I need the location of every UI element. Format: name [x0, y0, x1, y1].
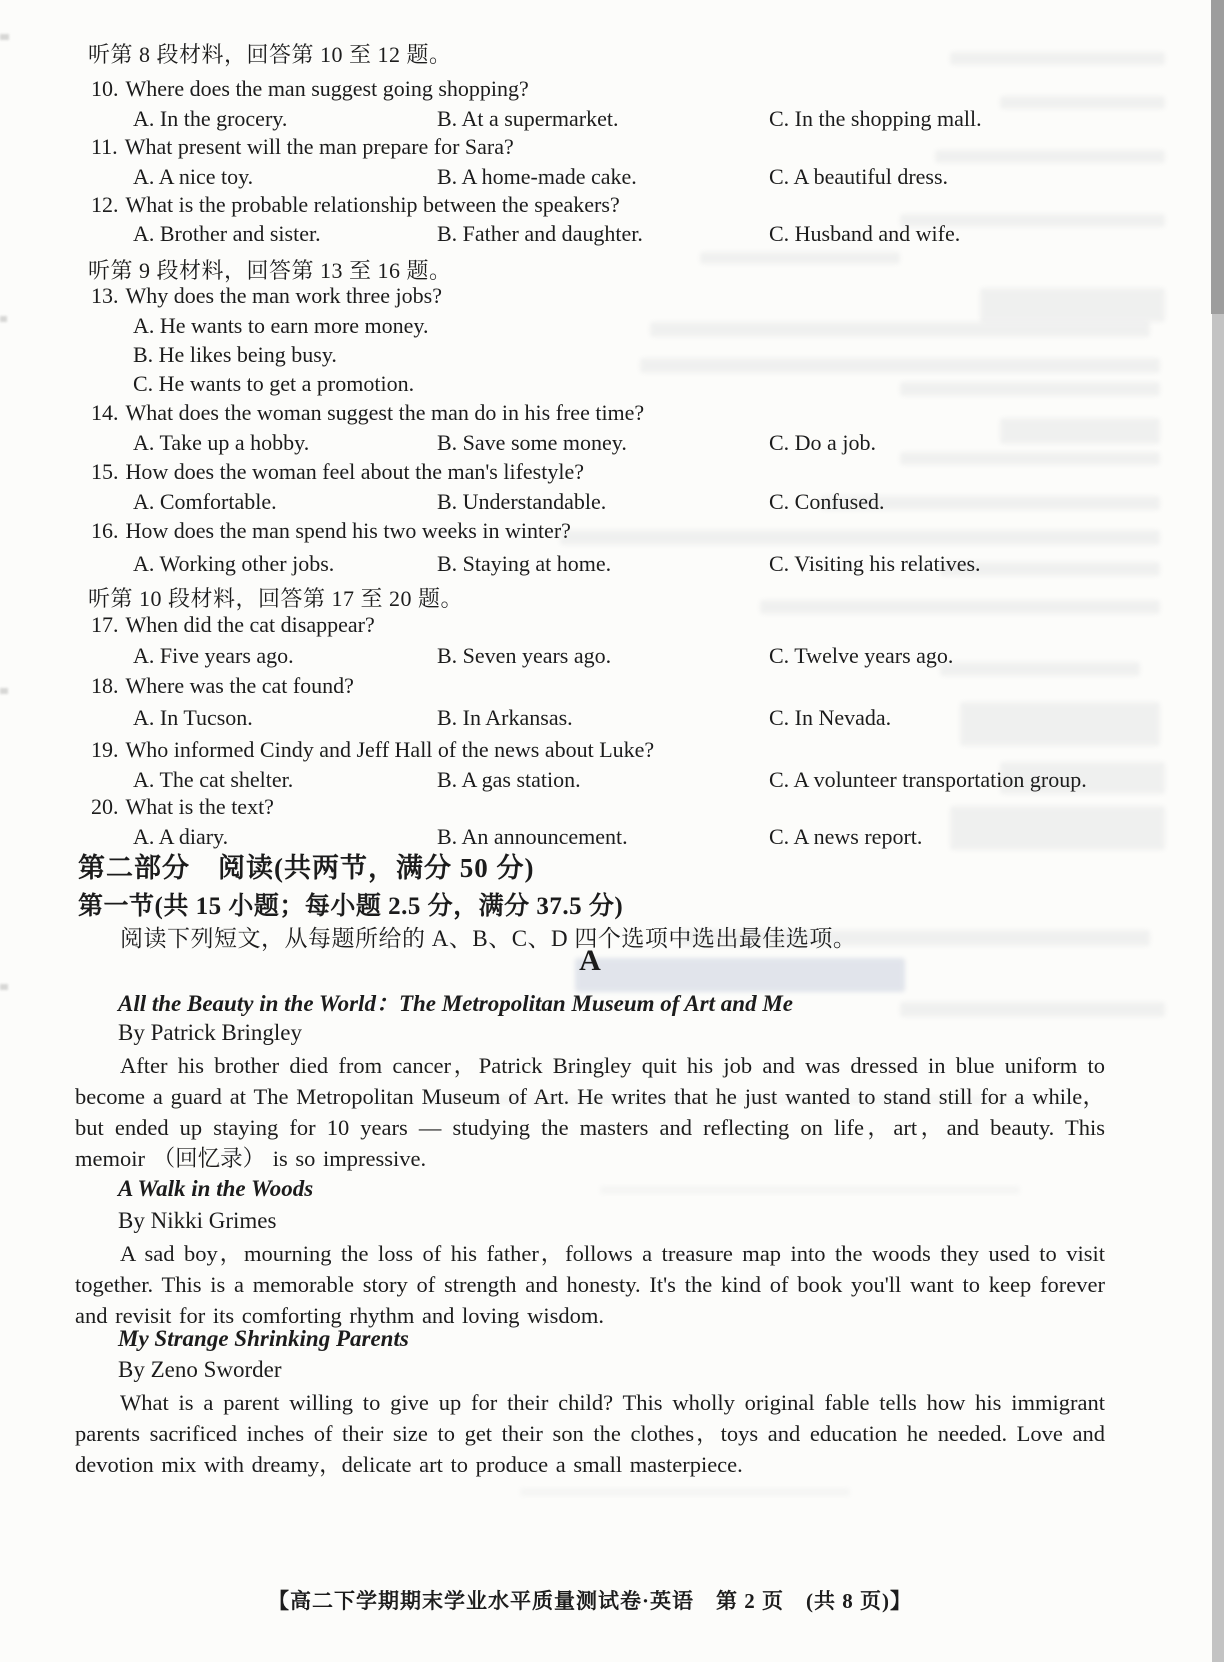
option-15-a: A. Comfortable.: [133, 489, 277, 514]
options-10: [0, 106, 1224, 136]
question-13-text: Why does the man work three jobs?: [125, 283, 442, 308]
book-3-title: My Strange Shrinking Parents: [118, 1326, 409, 1351]
option-19-c: C. A volunteer transportation group.: [769, 767, 1087, 792]
options-14: [0, 430, 1224, 460]
scan-edge-strip-dark: [1211, 0, 1224, 314]
question-10-text: Where does the man suggest going shopping?: [125, 76, 529, 101]
book-2-description: A sad boy，mourning the loss of his father，follows a treasure map into the woods they used to visit together. This is a memorable story of strength and honesty. It's the kind of book you'll want to keep forever and revisit for its comforting rhythm and loving wisdom.: [75, 1241, 1105, 1328]
option-15-c: C. Confused.: [769, 489, 885, 514]
question-13-number: 13.: [91, 283, 119, 308]
question-12: [91, 192, 1111, 218]
question-15-number: 15.: [91, 459, 119, 484]
listening-section8-header: 听第 8 段材料，回答第 10 至 12 题。: [88, 42, 452, 67]
option-11-b: B. A home-made cake.: [437, 164, 637, 189]
question-17-number: 17.: [91, 612, 119, 637]
option-18-a: A. In Tucson.: [133, 705, 253, 730]
option-18-b: B. In Arkansas.: [437, 705, 573, 730]
listening-section9-header: 听第 9 段材料，回答第 13 至 16 题。: [88, 258, 452, 283]
question-13: [91, 283, 1111, 309]
option-10-b: B. At a supermarket.: [437, 106, 619, 131]
question-16: [91, 518, 1111, 544]
option-11-c: C. A beautiful dress.: [769, 164, 949, 189]
question-17: [91, 612, 1111, 638]
question-18-text: Where was the cat found?: [125, 673, 354, 698]
question-12-text: What is the probable relationship between the speakers?: [125, 192, 620, 217]
question-19-number: 19.: [91, 737, 119, 762]
question-19: [91, 737, 1111, 763]
question-16-number: 16.: [91, 518, 119, 543]
option-10-c: C. In the shopping mall.: [769, 106, 982, 131]
options-19: [0, 767, 1224, 797]
option-13-a: A. He wants to earn more money.: [133, 313, 429, 338]
book-1-description: After his brother died from cancer，Patrick Bringley quit his job and was dressed in blue uniform to become a guard at The Metropolitan Museum of Art. He writes that he just wanted to stand still for a while，but ended up staying for 10 years — studying the masters and reflecting on life，art，and beauty. This memoir （回忆录） is so impressive.: [75, 1053, 1105, 1171]
book-2-author: By Nikki Grimes: [118, 1208, 277, 1233]
reading-instruction: 阅读下列短文，从每题所给的 A、B、C、D 四个选项中选出最佳选项。: [120, 926, 857, 951]
option-19-a: A. The cat shelter.: [133, 767, 294, 792]
question-16-text: How does the man spend his two weeks in winter?: [125, 518, 571, 543]
option-13-c: C. He wants to get a promotion.: [133, 371, 415, 396]
option-18-c: C. In Nevada.: [769, 705, 892, 730]
question-11-number: 11.: [91, 134, 118, 159]
options-12: [0, 221, 1224, 251]
option-20-b: B. An announcement.: [437, 824, 628, 849]
question-10: [91, 76, 1111, 102]
option-12-b: B. Father and daughter.: [437, 221, 643, 246]
options-15: [0, 489, 1224, 519]
scan-left-mark: [0, 984, 8, 990]
question-11-text: What present will the man prepare for Sara?: [124, 134, 514, 159]
question-11: [91, 134, 1111, 160]
option-17-a: A. Five years ago.: [133, 643, 294, 668]
options-17: [0, 643, 1224, 673]
option-12-c: C. Husband and wife.: [769, 221, 961, 246]
question-10-number: 10.: [91, 76, 119, 101]
options-11: [0, 164, 1224, 194]
book-2-title: A Walk in the Woods: [118, 1176, 314, 1201]
option-19-b: B. A gas station.: [437, 767, 581, 792]
scan-left-mark: [0, 34, 9, 40]
option-12-a: A. Brother and sister.: [133, 221, 321, 246]
option-10-a: A. In the grocery.: [133, 106, 288, 131]
book-3-description: What is a parent willing to give up for their child? This wholly original fable tells how his immigrant parents sacrificed inches of their size to get their son the clothes，toys and education he needed. Love and devotion mix with dreamy，delicate art to produce a small masterpiece.: [75, 1390, 1105, 1477]
scan-left-mark: [0, 688, 8, 694]
scan-left-mark: [0, 316, 7, 322]
option-16-b: B. Staying at home.: [437, 551, 612, 576]
option-14-a: A. Take up a hobby.: [133, 430, 310, 455]
question-18-number: 18.: [91, 673, 119, 698]
option-14-c: C. Do a job.: [769, 430, 876, 455]
question-15-text: How does the woman feel about the man's lifestyle?: [125, 459, 584, 484]
option-16-c: C. Visiting his relatives.: [769, 551, 981, 576]
option-20-c: C. A news report.: [769, 824, 923, 849]
question-19-text: Who informed Cindy and Jeff Hall of the news about Luke?: [125, 737, 655, 762]
options-16: [0, 551, 1224, 581]
question-17-text: When did the cat disappear?: [125, 612, 375, 637]
question-12-number: 12.: [91, 192, 119, 217]
question-14-number: 14.: [91, 400, 119, 425]
option-17-b: B. Seven years ago.: [437, 643, 612, 668]
book-1-author: By Patrick Bringley: [118, 1020, 302, 1045]
question-20-number: 20.: [91, 794, 119, 819]
listening-section10-header: 听第 10 段材料，回答第 17 至 20 题。: [88, 586, 464, 611]
option-16-a: A. Working other jobs.: [133, 551, 335, 576]
question-14: [91, 400, 1111, 426]
question-14-text: What does the woman suggest the man do in his free time?: [125, 400, 645, 425]
part2-heading: 第二部分 阅读(共两节，满分 50 分): [78, 853, 535, 883]
book-3-author: By Zeno Sworder: [118, 1357, 282, 1382]
question-20: [91, 794, 1111, 820]
question-15: [91, 459, 1111, 485]
option-11-a: A. A nice toy.: [133, 164, 254, 189]
option-14-b: B. Save some money.: [437, 430, 627, 455]
section1-heading: 第一节(共 15 小题；每小题 2.5 分，满分 37.5 分): [78, 893, 624, 920]
question-20-text: What is the text?: [125, 794, 274, 819]
question-18: [91, 673, 1111, 699]
passage-a-label: A: [579, 944, 601, 977]
option-15-b: B. Understandable.: [437, 489, 607, 514]
options-18: [0, 705, 1224, 735]
option-20-a: A. A diary.: [133, 824, 229, 849]
option-13-b: B. He likes being busy.: [133, 342, 337, 367]
page-footer: 【高二下学期期末学业水平质量测试卷·英语 第 2 页 (共 8 页)】: [268, 1589, 912, 1613]
book-1-title: All the Beauty in the World：The Metropolitan Museum of Art and Me: [118, 991, 793, 1016]
option-17-c: C. Twelve years ago.: [769, 643, 954, 668]
